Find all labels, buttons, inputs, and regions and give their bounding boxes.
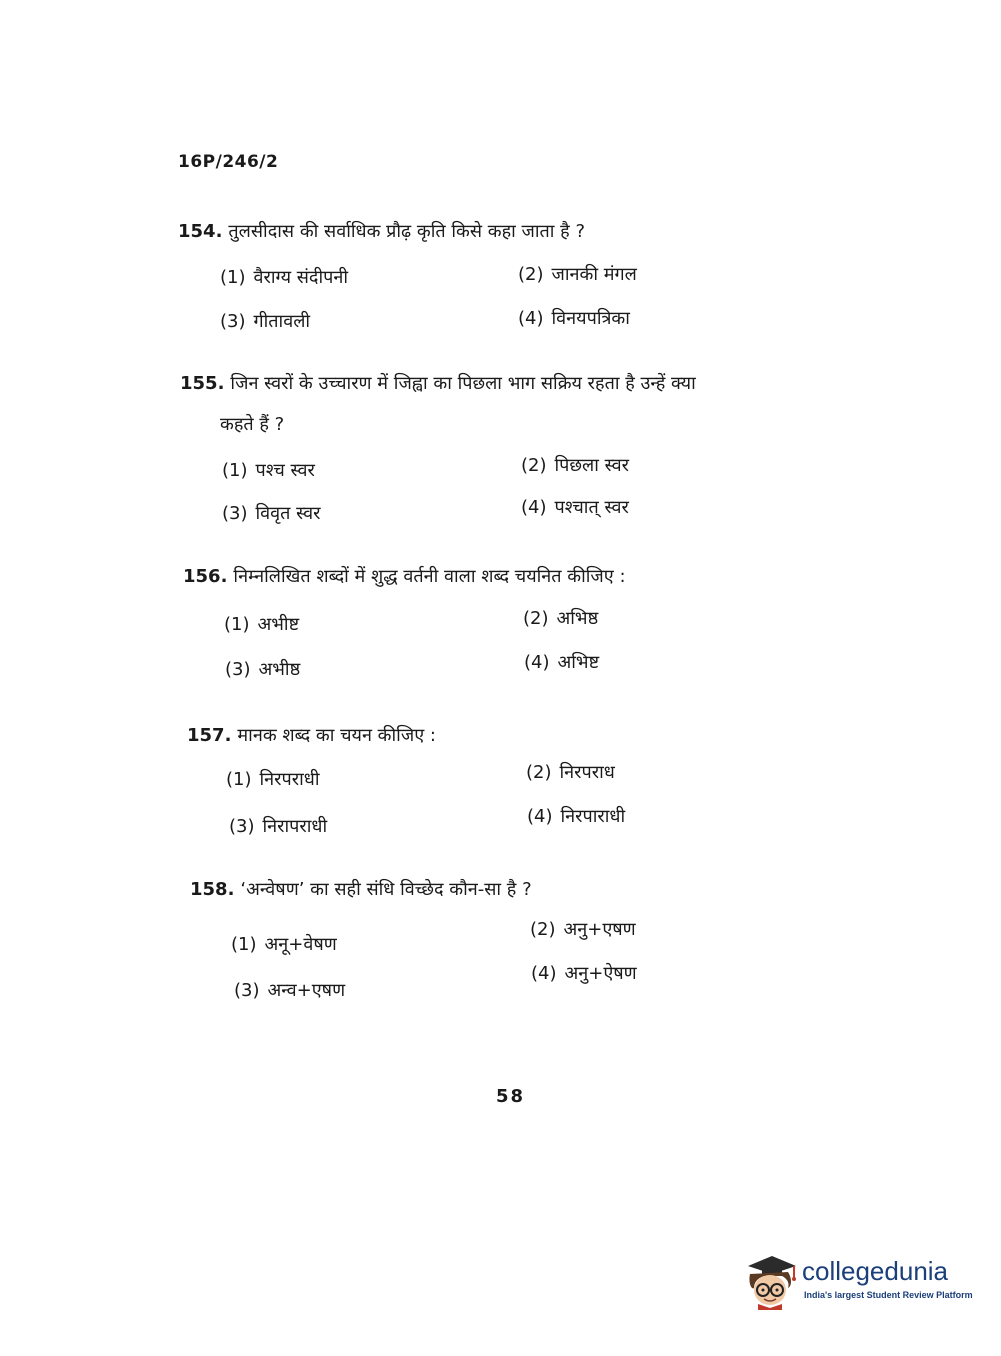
option-number: (3) — [222, 503, 248, 524]
option-2 — [526, 760, 615, 784]
option-text: अभीष्ट — [257, 614, 300, 635]
paper-code: 16P/246/2 — [178, 152, 279, 172]
question-number: 157. — [187, 725, 232, 746]
option-text: निरापराधी — [262, 816, 328, 837]
option-number: (2) — [526, 762, 552, 783]
option-number: (4) — [524, 652, 550, 673]
question-stem: जिन स्वरों के उच्चारण में जिह्वा का पिछला भाग सक्रिय रहता है उन्हें क्या — [230, 373, 696, 394]
option-4 — [521, 495, 629, 519]
option-4 — [518, 306, 630, 330]
option-text: निरपाराधी — [560, 806, 626, 827]
option-text: जानकी मंगल — [551, 264, 637, 285]
option-number: (1) — [226, 769, 252, 790]
option-number: (3) — [220, 311, 246, 332]
collegedunia-logo — [742, 1250, 972, 1312]
option-3 — [225, 657, 300, 681]
option-number: (1) — [231, 934, 257, 955]
option-3 — [222, 501, 321, 525]
question-number: 158. — [190, 879, 235, 900]
option-text: निरपराध — [559, 762, 615, 783]
question-number: 156. — [183, 566, 228, 587]
option-text: पश्चात् स्वर — [554, 497, 629, 518]
question-text — [187, 724, 436, 747]
option-2 — [521, 453, 629, 477]
option-number: (4) — [521, 497, 547, 518]
option-4 — [531, 961, 637, 985]
option-text: अनू+वेषण — [264, 934, 337, 955]
option-1 — [226, 767, 320, 791]
question-stem: मानक शब्द का चयन कीजिए : — [237, 725, 436, 746]
option-1 — [220, 265, 348, 289]
option-text: पश्च स्वर — [255, 460, 315, 481]
option-number: (1) — [222, 460, 248, 481]
logo-brand-text: collegedunia — [802, 1256, 949, 1286]
question-number: 155. — [180, 373, 225, 394]
option-text: अभिष्ठ — [556, 608, 599, 629]
question-text — [180, 372, 696, 395]
option-text: विनयपत्रिका — [551, 308, 630, 329]
question-continuation: कहते हैं ? — [220, 414, 285, 435]
question-stem: तुलसीदास की सर्वाधिक प्रौढ़ कृति किसे कहा जाता है ? — [228, 221, 586, 242]
option-number: (1) — [224, 614, 250, 635]
logo-tagline: India's largest Student Review Platform — [804, 1290, 973, 1300]
mascot-icon — [742, 1252, 798, 1310]
option-2 — [523, 606, 598, 630]
option-number: (3) — [225, 659, 251, 680]
option-number: (2) — [518, 264, 544, 285]
question-text — [178, 220, 585, 243]
option-1 — [222, 458, 315, 482]
question-stem: निम्नलिखित शब्दों में शुद्ध वर्तनी वाला शब्द चयनित कीजिए : — [233, 566, 626, 587]
option-3 — [234, 978, 345, 1002]
option-number: (3) — [234, 980, 260, 1001]
question-number: 154. — [178, 221, 223, 242]
option-1 — [231, 932, 337, 956]
option-number: (2) — [530, 919, 556, 940]
option-4 — [527, 804, 625, 828]
option-number: (2) — [521, 455, 547, 476]
question-text — [183, 565, 626, 588]
option-text: अनु+एषण — [563, 919, 636, 940]
option-4 — [524, 650, 599, 674]
option-3 — [220, 309, 310, 333]
option-number: (1) — [220, 267, 246, 288]
option-2 — [518, 262, 637, 286]
question-text — [190, 878, 532, 901]
option-text: अभीष्ठ — [258, 659, 301, 680]
option-number: (4) — [531, 963, 557, 984]
option-text: विवृत स्वर — [255, 503, 321, 524]
option-number: (2) — [523, 608, 549, 629]
option-number: (4) — [518, 308, 544, 329]
option-1 — [224, 612, 299, 636]
option-text: निरपराधी — [259, 769, 320, 790]
option-number: (3) — [229, 816, 255, 837]
option-text: अनु+ऐषण — [564, 963, 637, 984]
option-text: अन्व+एषण — [267, 980, 346, 1001]
option-number: (4) — [527, 806, 553, 827]
page-number: 58 — [496, 1086, 526, 1107]
option-text: वैराग्य संदीपनी — [253, 267, 349, 288]
option-text: गीतावली — [253, 311, 311, 332]
option-text: अभिष्ट — [557, 652, 600, 673]
question-stem: ‘अन्वेषण’ का सही संधि विच्छेद कौन-सा है ? — [240, 879, 532, 900]
option-3 — [229, 814, 327, 838]
option-2 — [530, 917, 636, 941]
option-text: पिछला स्वर — [554, 455, 629, 476]
